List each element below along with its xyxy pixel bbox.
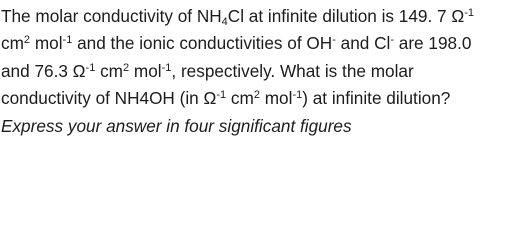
superscript: 2 (23, 34, 31, 47)
text-segment: cm (95, 60, 123, 81)
text-segment: , respectively. What is the molar (171, 60, 414, 81)
subscript: 4 (221, 16, 228, 29)
superscript: - (390, 34, 394, 47)
superscript: -1 (216, 89, 227, 102)
text-segment: and 76.3 Ω (1, 60, 86, 81)
text-segment: mol (259, 88, 293, 109)
text-segment: are 198.0 (394, 33, 472, 54)
superscript: -1 (292, 89, 303, 102)
text-segment: ) at infinite dilution? (302, 88, 451, 109)
superscript: -1 (161, 61, 172, 74)
question-line-1 (1, 3, 517, 30)
text-segment: Cl at infinite dilution is 149. 7 Ω (227, 6, 465, 26)
text-segment: cm (1, 33, 24, 54)
question-line-2 (1, 30, 517, 57)
text-segment: and Cl (335, 33, 391, 54)
text-segment: mol (129, 60, 162, 81)
superscript: - (332, 34, 336, 47)
text-segment: and the ionic conductivities of OH (72, 33, 333, 54)
superscript: 2 (123, 61, 130, 74)
text-segment: The molar conductivity of NH (1, 6, 222, 26)
question-line-3 (1, 58, 517, 85)
text-segment: mol (30, 33, 63, 54)
superscript: -1 (62, 34, 73, 47)
superscript: 2 (253, 89, 260, 102)
question-line-4 (1, 85, 517, 112)
text-segment: conductivity of NH4OH (in Ω (1, 88, 217, 109)
answer-instruction: Express your answer in four significant figures (1, 115, 352, 136)
superscript: -1 (85, 61, 96, 74)
superscript: -1 (464, 6, 474, 19)
text-segment: cm (226, 88, 254, 109)
